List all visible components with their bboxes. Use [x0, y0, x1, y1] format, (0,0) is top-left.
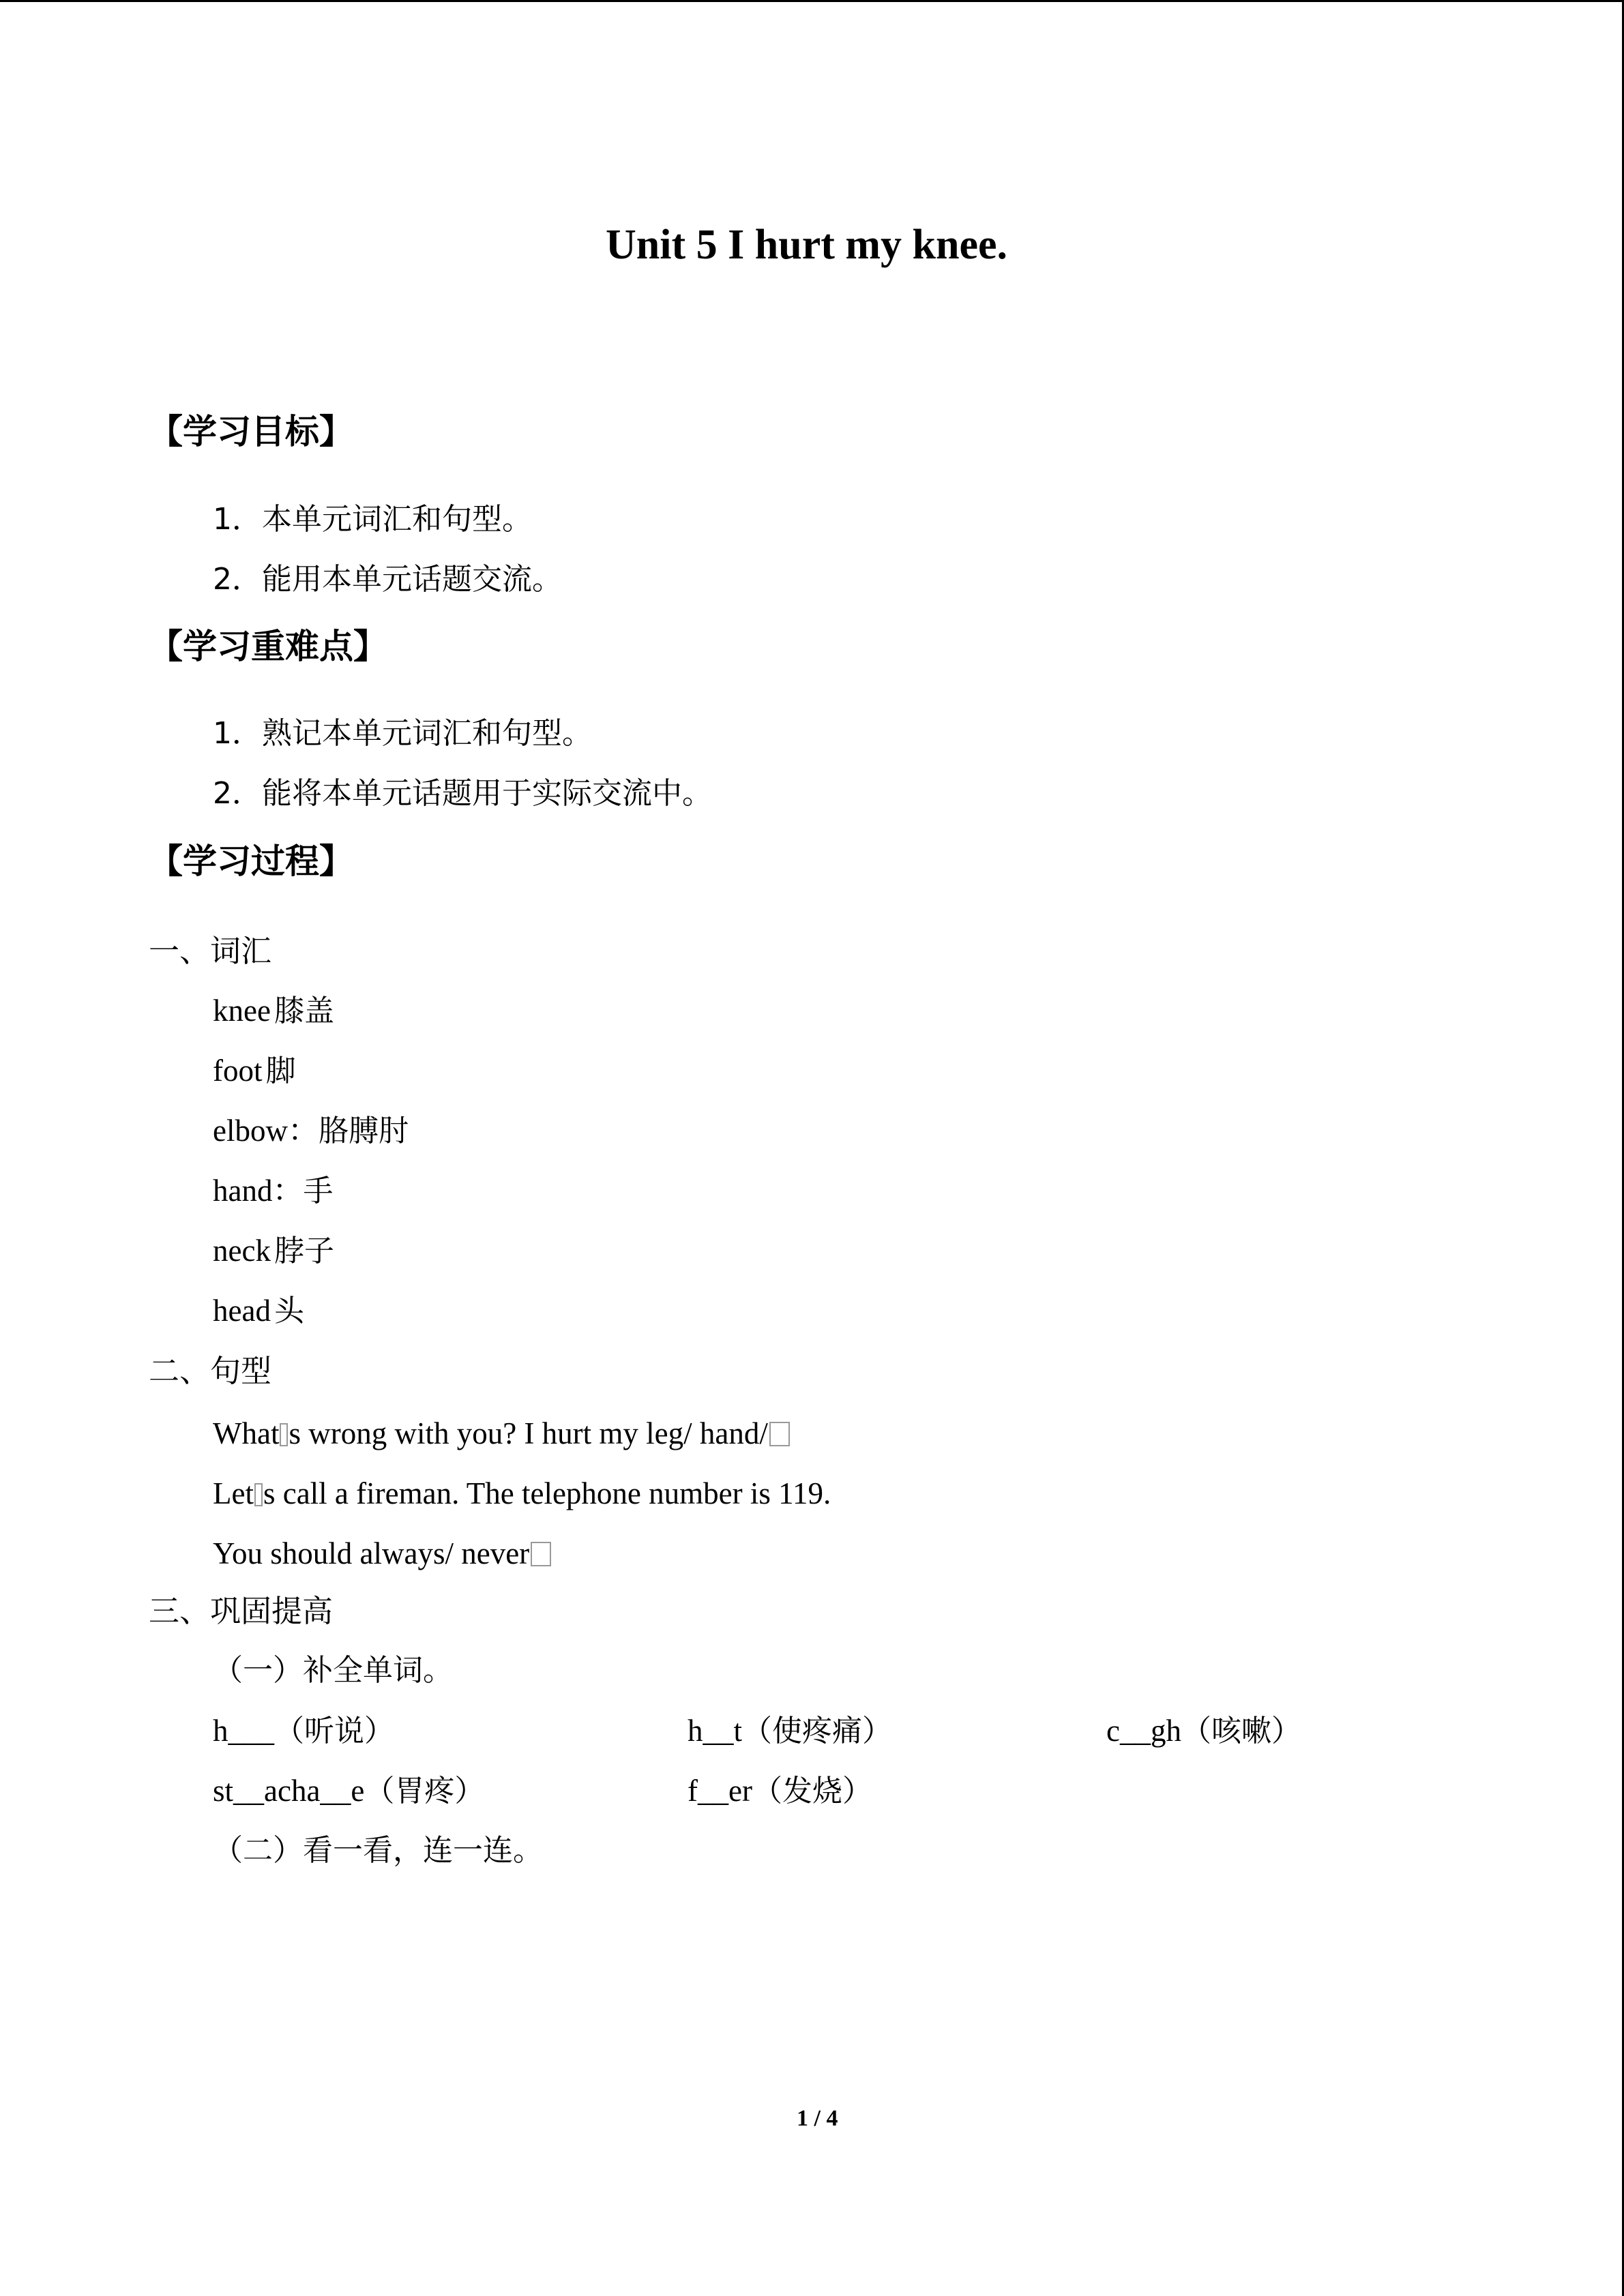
- fill-blank-meaning: （咳嗽）: [1181, 1714, 1301, 1748]
- process-heading: 【学习过程】: [149, 841, 353, 881]
- goal-item-2: 2．能用本单元话题交流。: [213, 562, 562, 597]
- sentence-3: [213, 1538, 551, 1569]
- vocab-zh: 脖子: [274, 1234, 335, 1268]
- practice-heading: 三、巩固提高: [149, 1593, 334, 1629]
- fill-blank-meaning: （发烧）: [752, 1774, 872, 1808]
- vocab-item: [213, 1296, 304, 1326]
- vocab-zh: 胳膊肘: [318, 1114, 409, 1148]
- key-point-item-2: 2．能将本单元话题用于实际交流中。: [213, 776, 712, 811]
- fill-blank-word: h___: [213, 1714, 274, 1748]
- sentence-2-part-a: Let: [213, 1476, 254, 1510]
- fill-blank-meaning: （听说）: [274, 1714, 394, 1748]
- missing-glyph-box: [531, 1542, 551, 1566]
- vocab-item: [213, 996, 334, 1026]
- missing-glyph-box: [280, 1423, 288, 1446]
- missing-glyph-box: [769, 1422, 790, 1446]
- goal-item-1: 1．本单元词汇和句型。: [213, 502, 532, 537]
- sentence-1-part-a: What: [213, 1416, 280, 1450]
- vocab-en: head: [213, 1294, 271, 1328]
- vocab-en: elbow：: [213, 1114, 319, 1148]
- vocab-item: [213, 1176, 333, 1206]
- vocab-en: foot: [213, 1054, 263, 1088]
- fill-blank-word: c__gh: [1106, 1714, 1181, 1748]
- sentence-1-part-b: s wrong with you? I hurt my leg/ hand/: [289, 1416, 768, 1450]
- sentence-2: [213, 1478, 831, 1509]
- page-title: Unit 5 I hurt my knee.: [606, 222, 1008, 268]
- fill-blank-item: [688, 1776, 872, 1806]
- vocab-item: [213, 1056, 296, 1086]
- fill-blank-item: [213, 1776, 484, 1806]
- fill-blank-meaning: （胃疼）: [364, 1774, 485, 1808]
- sentences-heading: 二、句型: [149, 1353, 272, 1389]
- fill-blank-item: [213, 1716, 394, 1746]
- missing-glyph-box: [254, 1483, 263, 1506]
- fill-blank-item: [688, 1716, 892, 1746]
- practice-part-1: （一）补全单词。: [213, 1653, 453, 1688]
- top-border: [0, 0, 1624, 2]
- goals-heading: 【学习目标】: [149, 412, 353, 451]
- fill-blank-item: [1106, 1716, 1301, 1746]
- practice-part-2: （二）看一看，连一连。: [213, 1833, 543, 1868]
- vocab-zh: 手: [303, 1174, 334, 1208]
- vocab-item: [213, 1116, 409, 1146]
- key-points-heading: 【学习重难点】: [149, 627, 387, 666]
- vocab-en: knee: [213, 994, 271, 1028]
- sentence-3-text: You should always/ never: [213, 1536, 530, 1570]
- fill-blank-word: f__er: [688, 1774, 752, 1808]
- vocab-zh: 膝盖: [274, 994, 335, 1028]
- sentence-1: [213, 1418, 790, 1449]
- vocab-zh: 脚: [265, 1054, 296, 1088]
- page-number: 1 / 4: [797, 2106, 838, 2131]
- vocab-heading: 一、词汇: [149, 933, 272, 969]
- vocab-en: neck: [213, 1234, 271, 1268]
- vocab-en: hand：: [213, 1174, 304, 1208]
- vocab-zh: 头: [274, 1294, 305, 1328]
- fill-blank-word: st__acha__e: [213, 1774, 365, 1808]
- vocab-item: [213, 1236, 334, 1266]
- fill-blank-word: h__t: [688, 1714, 743, 1748]
- key-point-item-1: 1．熟记本单元词汇和句型。: [213, 716, 592, 751]
- fill-blank-meaning: （使疼痛）: [742, 1714, 893, 1748]
- sentence-2-part-b: s call a fireman. The telephone number is 119.: [263, 1476, 831, 1510]
